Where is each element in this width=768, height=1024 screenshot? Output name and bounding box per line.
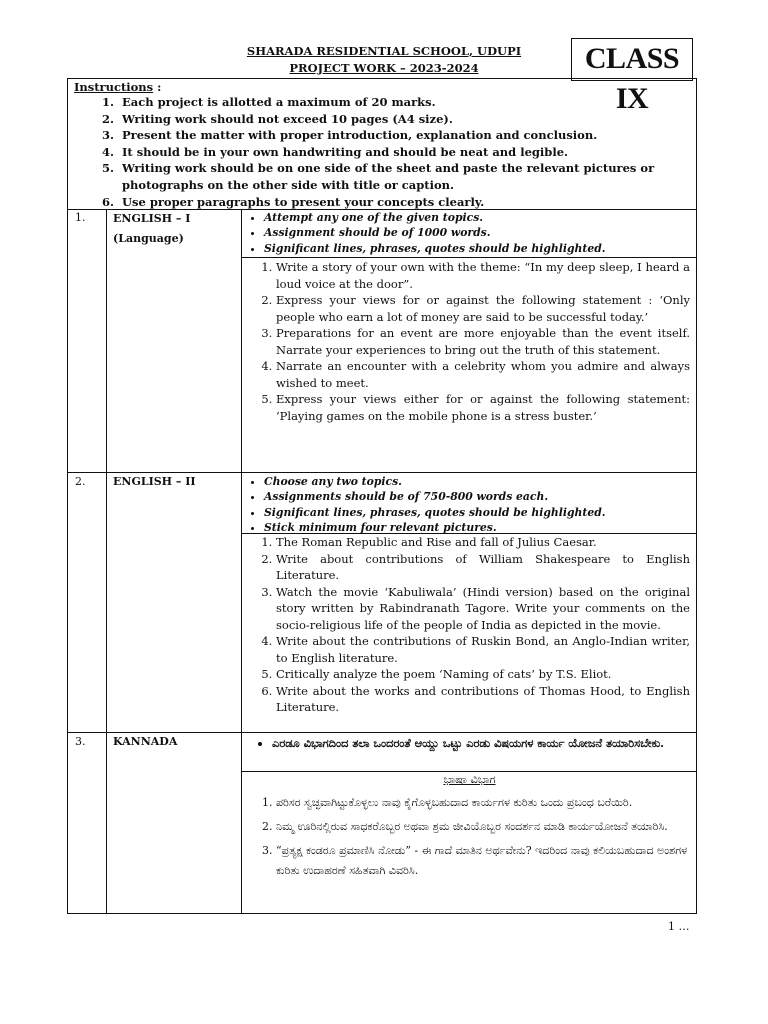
topic-list: [242, 534, 690, 716]
subject-number: 3.: [75, 735, 86, 748]
topic-item: 1. ಪರಿಸರ ಸ್ವಚ್ಛವಾಗಿಟ್ಟುಕೊಳ್ಳಲು ನಾವು ಕೈಗೊಳ್ಳಬಹುದಾದ ಕಾರ್ಯಗಳ ಕುರಿತು ಒಂದು ಪ್ರಬಂಧ ಬರೆಯಿರಿ.: [276, 793, 690, 813]
instruction-item: 1. Each project is allotted a maximum of 20 marks.: [118, 94, 688, 111]
guideline-item: • Choose any two topics.: [264, 474, 694, 489]
topic-item: 6. Write about the works and contributions of Thomas Hood, to English Literature.: [276, 683, 690, 716]
topic-item: 4. Narrate an encounter with a celebrity whom you admire and always wished to meet.: [276, 358, 690, 391]
table-border-bottom: [67, 913, 697, 914]
row-divider: [241, 257, 697, 258]
guideline-list: [242, 474, 694, 535]
topic-item: 2. Write about contributions of William Shakespeare to English Literature.: [276, 551, 690, 584]
row-divider: [241, 771, 697, 772]
topic-item: 2. Express your views for or against the following statement : ‘Only people who earn a lot of money are said to be successful today.’: [276, 292, 690, 325]
subject-number: 1.: [75, 211, 86, 224]
school-name: SHARADA RESIDENTIAL SCHOOL, UDUPI: [246, 44, 522, 58]
guideline-item: • Significant lines, phrases, quotes should be highlighted.: [264, 241, 694, 256]
subject-title: ENGLISH – II: [113, 475, 196, 488]
topic-item: 4. Write about the contributions of Ruskin Bond, an Anglo-Indian writer, to English literature.: [276, 633, 690, 666]
instruction-item: 3. Present the matter with proper introduction, explanation and conclusion.: [118, 127, 688, 144]
subjects-table: [67, 209, 697, 914]
subject-name: [113, 472, 196, 492]
instructions-title: Instructions :: [74, 80, 162, 94]
table-border-left: [67, 209, 68, 914]
instruction-item: 4. It should be in your own handwriting and should be neat and legible.: [118, 144, 688, 161]
topic-item: 3. Preparations for an event are more enjoyable than the event itself. Narrate your experiences to bring out the truth of this statement.: [276, 325, 690, 358]
topic-item: 3. Watch the movie ‘Kabuliwala’ (Hindi version) based on the original story written by Rabindranath Tagore. Write your comments on the socio-religious life of the people of India as depicted in the movie.: [276, 584, 690, 634]
table-border-right: [696, 209, 697, 914]
subject-number: 2.: [75, 475, 86, 488]
topic-item: 3. “ಪ್ರತ್ಯಕ್ಷ ಕಂಡರೂ ಪ್ರಮಾಣಿಸಿ ನೋಡು” - ಈ ಗಾದೆ ಮಾತಿನ ಅರ್ಥವೇನು? ಇದರಿಂದ ನಾವು ಕಲಿಯಬಹುದಾದ ಅಂಶಗಳ ಕುರಿತು ಉದಾಹರಣೆ ಸಹಿತವಾಗಿ ವಿವರಿಸಿ.: [276, 841, 690, 881]
guideline-item: • Stick minimum four relevant pictures.: [264, 520, 694, 535]
subject-subtitle: (Language): [113, 232, 184, 245]
instruction-item: 6. Use proper paragraphs to present your concepts clearly.: [118, 194, 688, 211]
page-number: 1 …: [668, 920, 690, 933]
topic-item: 1. The Roman Republic and Rise and fall of Julius Caesar.: [276, 534, 690, 551]
table-col-divider: [106, 209, 107, 914]
subject-name: [113, 732, 177, 752]
subject-name: [113, 209, 190, 249]
guideline-list: [242, 733, 690, 753]
subject-title: ENGLISH – I: [113, 212, 191, 225]
topic-item: 2. ನಿಮ್ಮ ಊರಿನಲ್ಲಿರುವ ಸಾಧಕರೊಬ್ಬರ ಅಥವಾ ಶ್ರಮ ಜೀವಿಯೊಬ್ಬರ ಸಂದರ್ಶನ ಮಾಡಿ ಕಾರ್ಯಯೋಜನೆ ತಯಾರಿಸಿ.: [276, 817, 690, 837]
guideline-item: • Attempt any one of the given topics.: [264, 210, 694, 225]
instructions-box: [67, 78, 697, 210]
guideline-item: • Assignment should be of 1000 words.: [264, 225, 694, 240]
instruction-item: 2. Writing work should not exceed 10 pages (A4 size).: [118, 111, 688, 128]
guideline-item: • ಎರಡೂ ವಿಭಾಗದಿಂದ ತಲಾ ಒಂದರಂತೆ ಆಯ್ದು ಒಟ್ಟು ಎರಡು ವಿಷಯಗಳ ಕಾರ್ಯ ಯೋಜನೆ ತಯಾರಿಸಬೇಕು.: [272, 733, 690, 753]
topic-item: 5. Express your views either for or against the following statement: ‘Playing games on the mobile phone is a stress buster.’: [276, 391, 690, 424]
subject-title: KANNADA: [113, 735, 178, 748]
topic-list: [242, 259, 690, 424]
topic-item: 5. Critically analyze the poem ‘Naming of cats’ by T.S. Eliot.: [276, 666, 690, 683]
guideline-list: [242, 210, 694, 256]
section-title: ಭಾಷಾ ವಿಭಾಗ: [443, 773, 496, 786]
instructions-list: [68, 94, 688, 210]
project-title: PROJECT WORK – 2023-2024: [289, 61, 479, 75]
class-label: CLASS IX: [571, 38, 693, 81]
instruction-item: 5. Writing work should be on one side of the sheet and paste the relevant pictures or photographs on the other side with title or caption.: [118, 160, 688, 193]
topic-item: 1. Write a story of your own with the theme: “In my deep sleep, I heard a loud voice at the door”.: [276, 259, 690, 292]
guideline-item: • Assignments should be of 750-800 words each.: [264, 489, 694, 504]
topic-list: [242, 793, 690, 885]
guideline-item: • Significant lines, phrases, quotes should be highlighted.: [264, 505, 694, 520]
